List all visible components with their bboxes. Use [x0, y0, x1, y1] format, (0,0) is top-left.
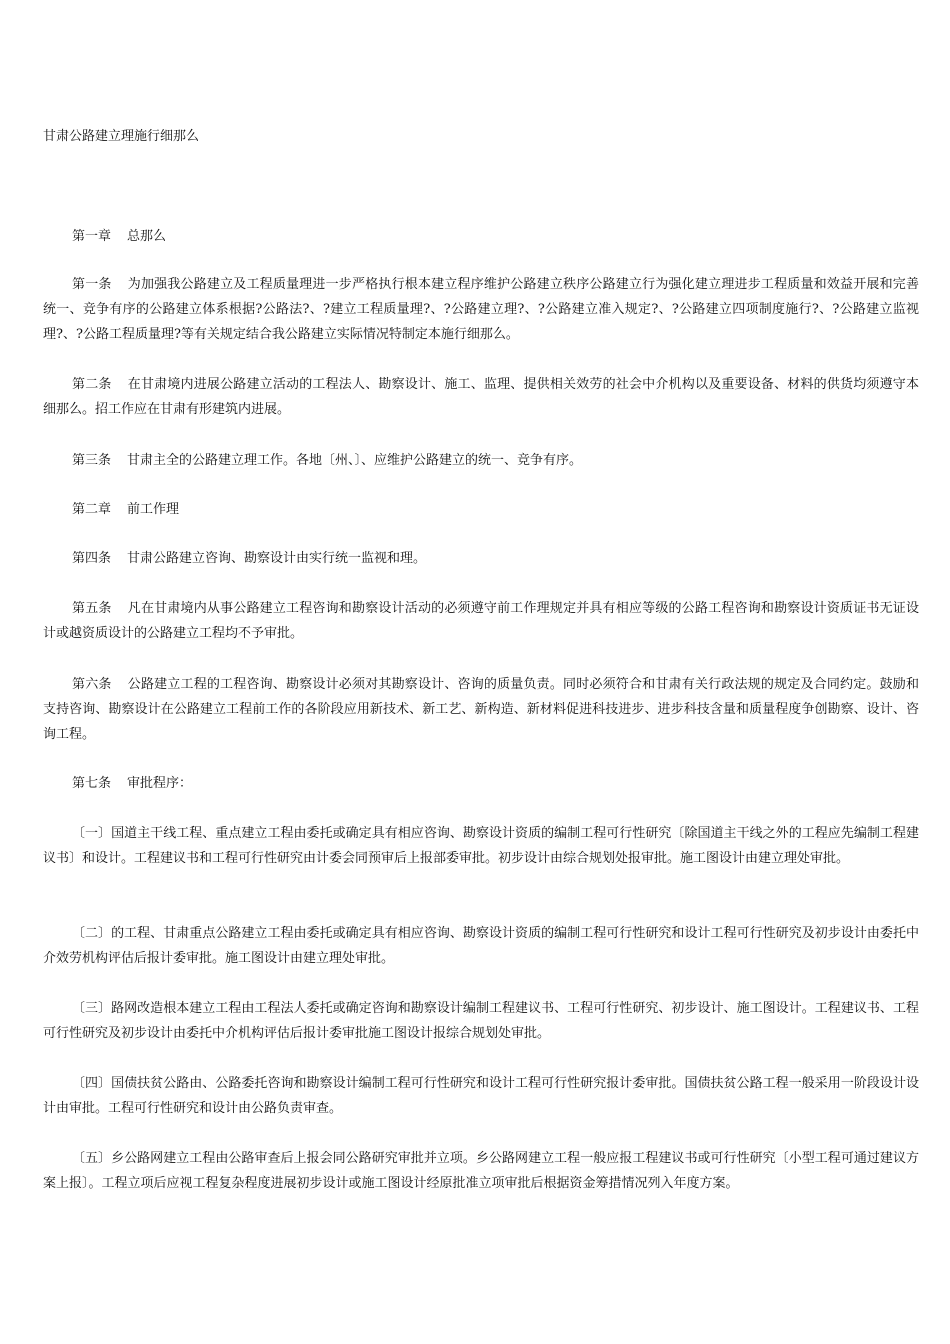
article-label: 第四条 [72, 551, 112, 566]
article-text: 甘肃公路建立咨询、勘察设计由实行统一监视和理。 [127, 551, 427, 566]
clause-2: 〔二〕的工程、甘肃重点公路建立工程由委托或确定具有相应咨询、勘察设计资质的编制工程可行性研究和设计工程可行性研究及初步设计由委托中介效劳机构评估后报计委审批。施工图设计由建立理处审批。 [43, 926, 919, 966]
article-text: 公路建立工程的工程咨询、勘察设计必须对其勘察设计、咨询的质量负责。同时必须符合和甘肃有关行政法规的规定及合同约定。鼓励和支持咨询、勘察设计在公路建立工程前工作的各阶段应用新技术、新工艺、新构造、新材料促进科技进步、进步科技含量和质量程度争创勘察、设计、咨询工程。 [43, 677, 919, 742]
article-label: 第五条 [72, 601, 112, 616]
clause-4: 〔四〕国债扶贫公路由、公路委托咨询和勘察设计编制工程可行性研究和设计工程可行性研究报计委审批。国债扶贫公路工程一般采用一阶段设计设计由审批。工程可行性研究和设计由公路负责审查。 [43, 1076, 919, 1116]
article-text: 审批程序： [127, 776, 193, 791]
article-4 [43, 546, 919, 571]
document-title: 甘肃公路建立理施行细那么 [43, 129, 200, 144]
article-text: 在甘肃境内进展公路建立活动的工程法人、勘察设计、施工、监理、提供相关效劳的社会中介机构以及重要设备、材料的供货均须遵守本细那么。招工作应在甘肃有形建筑内进展。 [43, 377, 919, 417]
article-text: 为加强我公路建立及工程质量理进一步严格执行根本建立程序维护公路建立秩序公路建立行为强化建立理进步工程质量和效益开展和完善统一、竞争有序的公路建立体系根据?公路法?、?建立工程质量理?、?公路建立理?、?公路建立准入规定?、?公路建立四项制度施行?、?公路建立监视理?、?公路工程质量理?等有关规定结合我公路建立实际情况特制定本施行细那么。 [43, 277, 919, 342]
chapter-title: 总那么 [127, 229, 167, 244]
article-label: 第七条 [72, 776, 112, 791]
article-label: 第六条 [72, 677, 112, 692]
chapter-heading-2 [43, 497, 919, 522]
chapter-label: 第一章 [72, 229, 112, 244]
article-1 [43, 272, 919, 347]
article-7 [43, 771, 919, 796]
article-5 [43, 596, 919, 646]
chapter-heading-1 [43, 224, 919, 249]
article-label: 第一条 [72, 277, 112, 292]
article-6 [43, 672, 919, 747]
clause-5: 〔五〕乡公路网建立工程由公路审查后上报会同公路研究审批并立项。乡公路网建立工程一般应报工程建议书或可行性研究〔小型工程可通过建议方案上报〕。工程立项后应视工程复杂程度进展初步设计或施工图设计经原批准立项审批后根据资金筹措情况列入年度方案。 [43, 1151, 919, 1191]
article-label: 第二条 [72, 377, 112, 392]
article-label: 第三条 [72, 453, 112, 468]
clause-3: 〔三〕路网改造根本建立工程由工程法人委托或确定咨询和勘察设计编制工程建议书、工程可行性研究、初步设计、施工图设计。工程建议书、工程可行性研究及初步设计由委托中介机构评估后报计委审批施工图设计报综合规划处审批。 [43, 1001, 919, 1041]
article-text: 甘肃主全的公路建立理工作。各地〔州、〕、应维护公路建立的统一、竞争有序。 [127, 453, 583, 468]
clause-1: 〔一〕国道主干线工程、重点建立工程由委托或确定具有相应咨询、勘察设计资质的编制工程可行性研究〔除国道主干线之外的工程应先编制工程建议书〕和设计。工程建议书和工程可行性研究由计委会同预审后上报部委审批。初步设计由综合规划处报审批。施工图设计由建立理处审批。 [43, 826, 919, 866]
chapter-title: 前工作理 [127, 502, 180, 517]
chapter-label: 第二章 [72, 502, 112, 517]
article-3 [43, 448, 919, 473]
article-2 [43, 372, 919, 422]
article-text: 凡在甘肃境内从事公路建立工程咨询和勘察设计活动的必须遵守前工作理规定并具有相应等级的公路工程咨询和勘察设计资质证书无证设计或越资质设计的公路建立工程均不予审批。 [43, 601, 919, 641]
